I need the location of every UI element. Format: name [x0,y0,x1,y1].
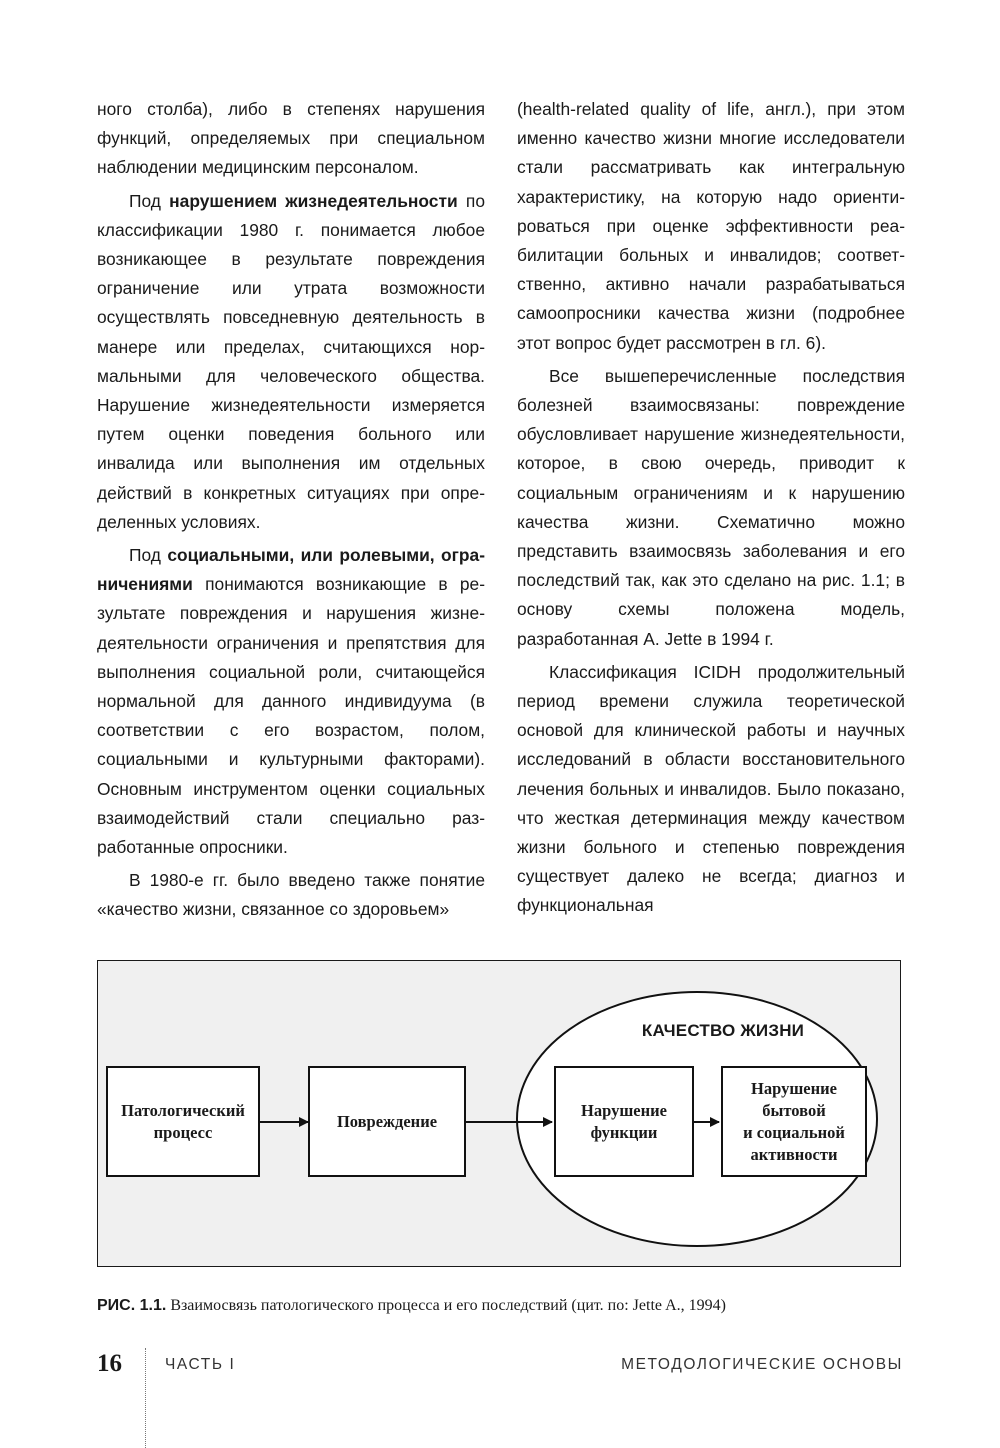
left-column [97,95,485,925]
text-span: Под [129,545,168,566]
term-bold: нарушением жизнедеятельности [169,190,458,211]
figure-caption [97,1295,917,1317]
right-paragraph-3: Классификация ICIDH продолжительный период времени служила теоретической основой для клинической работы и научных исследований в области восстановительного лечения больных и инвалидов. Было показано, что жесткая детерминация между качеством жизни больного и степенью повреждения существует далеко не всегда; диагноз и функциональная [517,661,905,916]
text-span: по классификации 1980 г. понимается любое возникающее в результате повреждения ограничение или утрата возможности осуществлять повседневную деятельность в манере или пределах, считающихся нормальными для человеческого общества. Нарушение жизнедеятельности измеряется путем оценки поведения больного или инвалида или выполнения им отдельных действий в конкретных ситуациях при определенных условиях. [97,190,485,532]
footer-part: ЧАСТЬ I [165,1356,236,1373]
right-paragraph-1: (health-related quality of life, англ.), при этом именно качество жизни многие исследователи стали рассматривать как интегральную характеристику, на которую надо ориентироваться при оценке эффективности реабилитации больных и инвалидов; соответственно, активно начали разрабатываться самоопросники качества жизни (подробнее этот вопрос будет рассмотрен в гл. 6). [517,99,905,353]
text-span: понимаются возникающие в результате повреждения и нарушения жизнедеятельности ограничения и препятствия для выполнения социальной роли, считающейся нормальной для данного индивидуума (в соответствии с его возрастом, полом, социальными и культурными факторами). Основным инструментом оценки социальных взаимодействий стали специально разработанные опросники. [97,574,485,858]
caption-label: РИС. 1.1. [97,1297,167,1314]
left-paragraph-1: ного столба), либо в степенях нарушения функций, определяемых при специальном наблюдении медицинским персоналом. [97,99,485,178]
ellipse-title: КАЧЕСТВО ЖИЗНИ [641,1021,805,1040]
left-paragraph-4: В 1980-е гг. было введено также понятие «качество жизни, связанное со здоровьем» [97,870,485,920]
left-paragraph-3 [97,541,485,862]
footer-section: МЕТОДОЛОГИЧЕСКИЕ ОСНОВЫ [621,1356,903,1373]
text-span: Под [129,190,170,211]
box-damage: Повреждение [308,1066,466,1177]
caption-text: Взаимосвязь патологического процесса и его последствий (цит. по: Jette A., 1994) [166,1297,726,1314]
term-bold: социальными, или ролевыми, ограничениями [97,545,485,595]
page-footer [97,1350,903,1390]
page-number: 16 [97,1350,122,1377]
box-activity-impairment: Нарушение бытовой и социальной активности [721,1066,867,1177]
right-column [517,95,905,921]
figure-diagram [97,960,901,1267]
footer-divider [145,1348,146,1448]
right-paragraph-2: Все вышеперечисленные последствия болезней взаимосвязаны: повреждение обусловливает нарушение жизнедеятельности, которое, в свою очередь, приводит к социальным ограничениям и к нарушению качества жизни. Схематично можно представить взаимосвязь заболевания и его последствий так, как это сделано на рис. 1.1; в основу схемы положена модель, разработанная A. Jette в 1994 г. [517,365,905,649]
left-paragraph-2 [97,187,485,537]
box-function-impairment: Нарушение функции [554,1066,694,1177]
box-pathological-process: Патологический процесс [106,1066,260,1177]
